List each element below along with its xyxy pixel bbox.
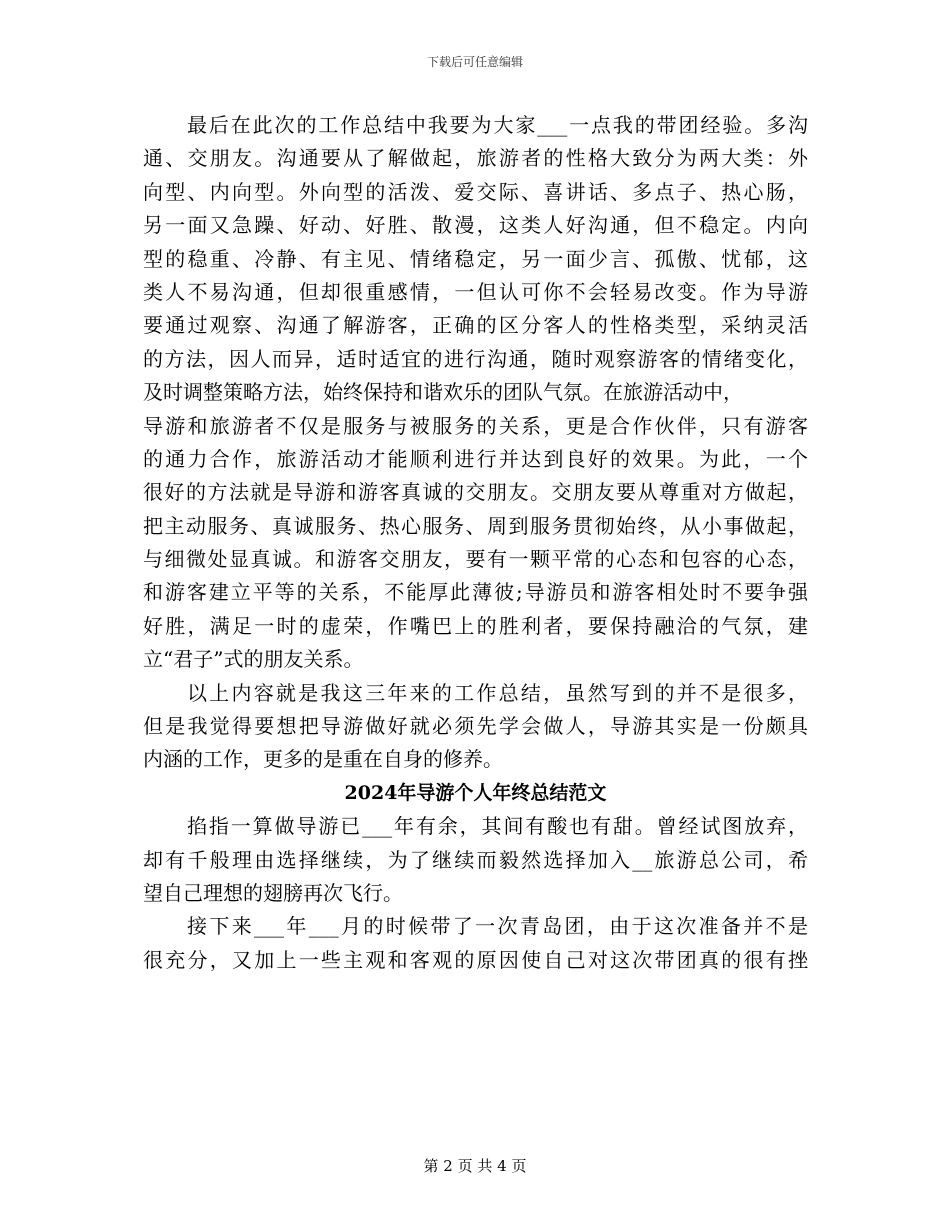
text-line: 通、交朋友。沟通要从了解做起，旅游者的性格大致分为两大类：外: [143, 146, 808, 171]
document-body: [143, 109, 808, 977]
text-line: 另一面又急躁、好动、好胜、散漫，这类人好沟通，但不稳定。内向: [143, 213, 808, 238]
text-line: 导游和旅游者不仅是服务与被服务的关系，更是合作伙伴，只有游客: [143, 413, 808, 438]
text-line: 向型、内向型。外向型的活泼、爱交际、喜讲话、多点子、热心肠，: [143, 179, 808, 204]
text-line: 很好的方法就是导游和游客真诚的交朋友。交朋友要从尊重对方做起，: [143, 480, 808, 505]
text-line: 望自己理想的翅膀再次飞行。: [143, 880, 403, 905]
page-number: 第 2 页 共 4 页: [423, 1157, 527, 1175]
text-line: 型的稳重、冷静、有主见、情绪稳定，另一面少言、孤傲、忧郁，这: [143, 246, 808, 271]
text-line: 把主动服务、真诚服务、热心服务、周到服务贯彻始终，从小事做起，: [143, 513, 808, 538]
text-line: 接下来___年___月的时候带了一次青岛团，由于这次准备并不是: [187, 914, 808, 939]
text-line: 但是我觉得要想把导游做好就必须先学会做人，导游其实是一份颇具: [143, 714, 808, 739]
text-line: 类人不易沟通，但却很重感情，一但认可你不会轻易改变。作为导游: [143, 279, 808, 304]
text-line: 很充分，又加上一些主观和客观的原因使自己对这次带团真的很有挫: [143, 947, 808, 972]
section-title: 2024年导游个人年终总结范文: [344, 781, 607, 804]
page-header-note: 下载后可任意编辑: [426, 55, 523, 69]
text-line: 及时调整策略方法，始终保持和谐欢乐的团队气氛。在旅游活动中，: [143, 380, 743, 405]
text-line: 和游客建立平等的关系，不能厚此薄彼;导游员和游客相处时不要争强: [143, 580, 808, 605]
text-line: 好胜，满足一时的虚荣，作嘴巴上的胜利者，要保持融洽的气氛，建: [143, 613, 808, 638]
text-line: 与细微处显真诚。和游客交朋友，要有一颗平常的心态和包容的心态，: [143, 547, 808, 572]
text-line: 的通力合作，旅游活动才能顺利进行并达到良好的效果。为此，一个: [143, 446, 808, 471]
text-line: 要通过观察、沟通了解游客，正确的区分客人的性格类型，采纳灵活: [143, 313, 808, 338]
text-line: 最后在此次的工作总结中我要为大家___一点我的带团经验。多沟: [187, 113, 808, 137]
text-line: 的方法，因人而异，适时适宜的进行沟通，随时观察游客的情绪变化，: [143, 346, 808, 371]
text-line: 以上内容就是我这三年来的工作总结，虽然写到的并不是很多，: [187, 680, 808, 705]
text-line: 内涵的工作，更多的是重在自身的修养。: [143, 747, 503, 772]
text-line: 却有千般理由选择继续，为了继续而毅然选择加入__旅游总公司，希: [143, 847, 808, 872]
text-line: 掐指一算做导游已___年有余，其间有酸也有甜。曾经试图放弃，: [187, 814, 808, 839]
text-line: 立“君子”式的朋友关系。: [143, 647, 364, 672]
